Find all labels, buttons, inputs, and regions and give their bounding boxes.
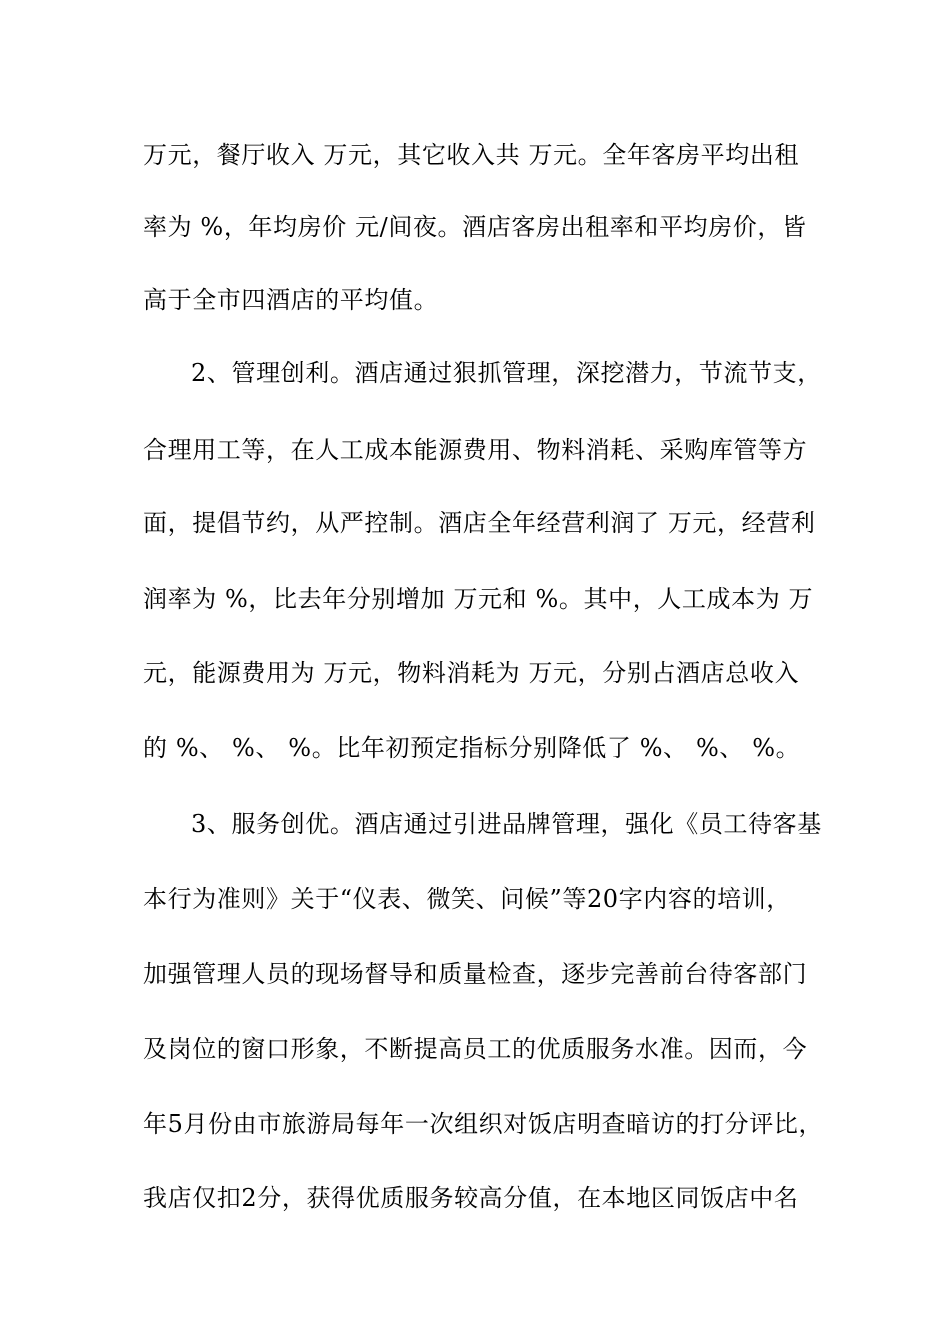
- text-line-1: 万元，餐厅收入 万元，其它收入共 万元。全年客房平均出租: [143, 141, 800, 169]
- text-line-9: 的 %、 %、 %。比年初预定指标分别降低了 %、 %、 %。: [143, 734, 801, 762]
- paragraph-2-start: 2、管理创利。酒店通过狠抓管理，深挖潜力，节流节支，: [191, 359, 822, 387]
- text-line-3: 高于全市四酒店的平均值。: [143, 286, 439, 314]
- text-line-13: 及岗位的窗口形象，不断提高员工的优质服务水准。因而，今: [143, 1035, 808, 1063]
- text-line-7: 润率为 %，比去年分别增加 万元和 %。其中，人工成本为 万: [143, 585, 814, 613]
- text-line-11: 本行为准则》关于“仪表、微笑、问候”等20字内容的培训，: [143, 885, 791, 913]
- paragraph-3-start: 3、服务创优。酒店通过引进品牌管理，强化《员工待客基: [191, 810, 822, 838]
- text-line-6: 面，提倡节约，从严控制。酒店全年经营利润了 万元，经营利: [143, 509, 816, 537]
- text-line-2: 率为 %，年均房价 元/间夜。酒店客房出租率和平均房价，皆: [143, 213, 807, 241]
- text-line-8: 元，能源费用为 万元，物料消耗为 万元，分别占酒店总收入: [143, 659, 800, 687]
- text-line-15: 我店仅扣2分，获得优质服务较高分值，在本地区同饭店中名: [143, 1184, 799, 1212]
- text-line-12: 加强管理人员的现场督导和质量检查，逐步完善前台待客部门: [143, 960, 808, 988]
- text-line-5: 合理用工等，在人工成本能源费用、物料消耗、采购库管等方: [143, 436, 808, 464]
- text-line-14: 年5月份由市旅游局每年一次组织对饭店明查暗访的打分评比，: [143, 1110, 824, 1138]
